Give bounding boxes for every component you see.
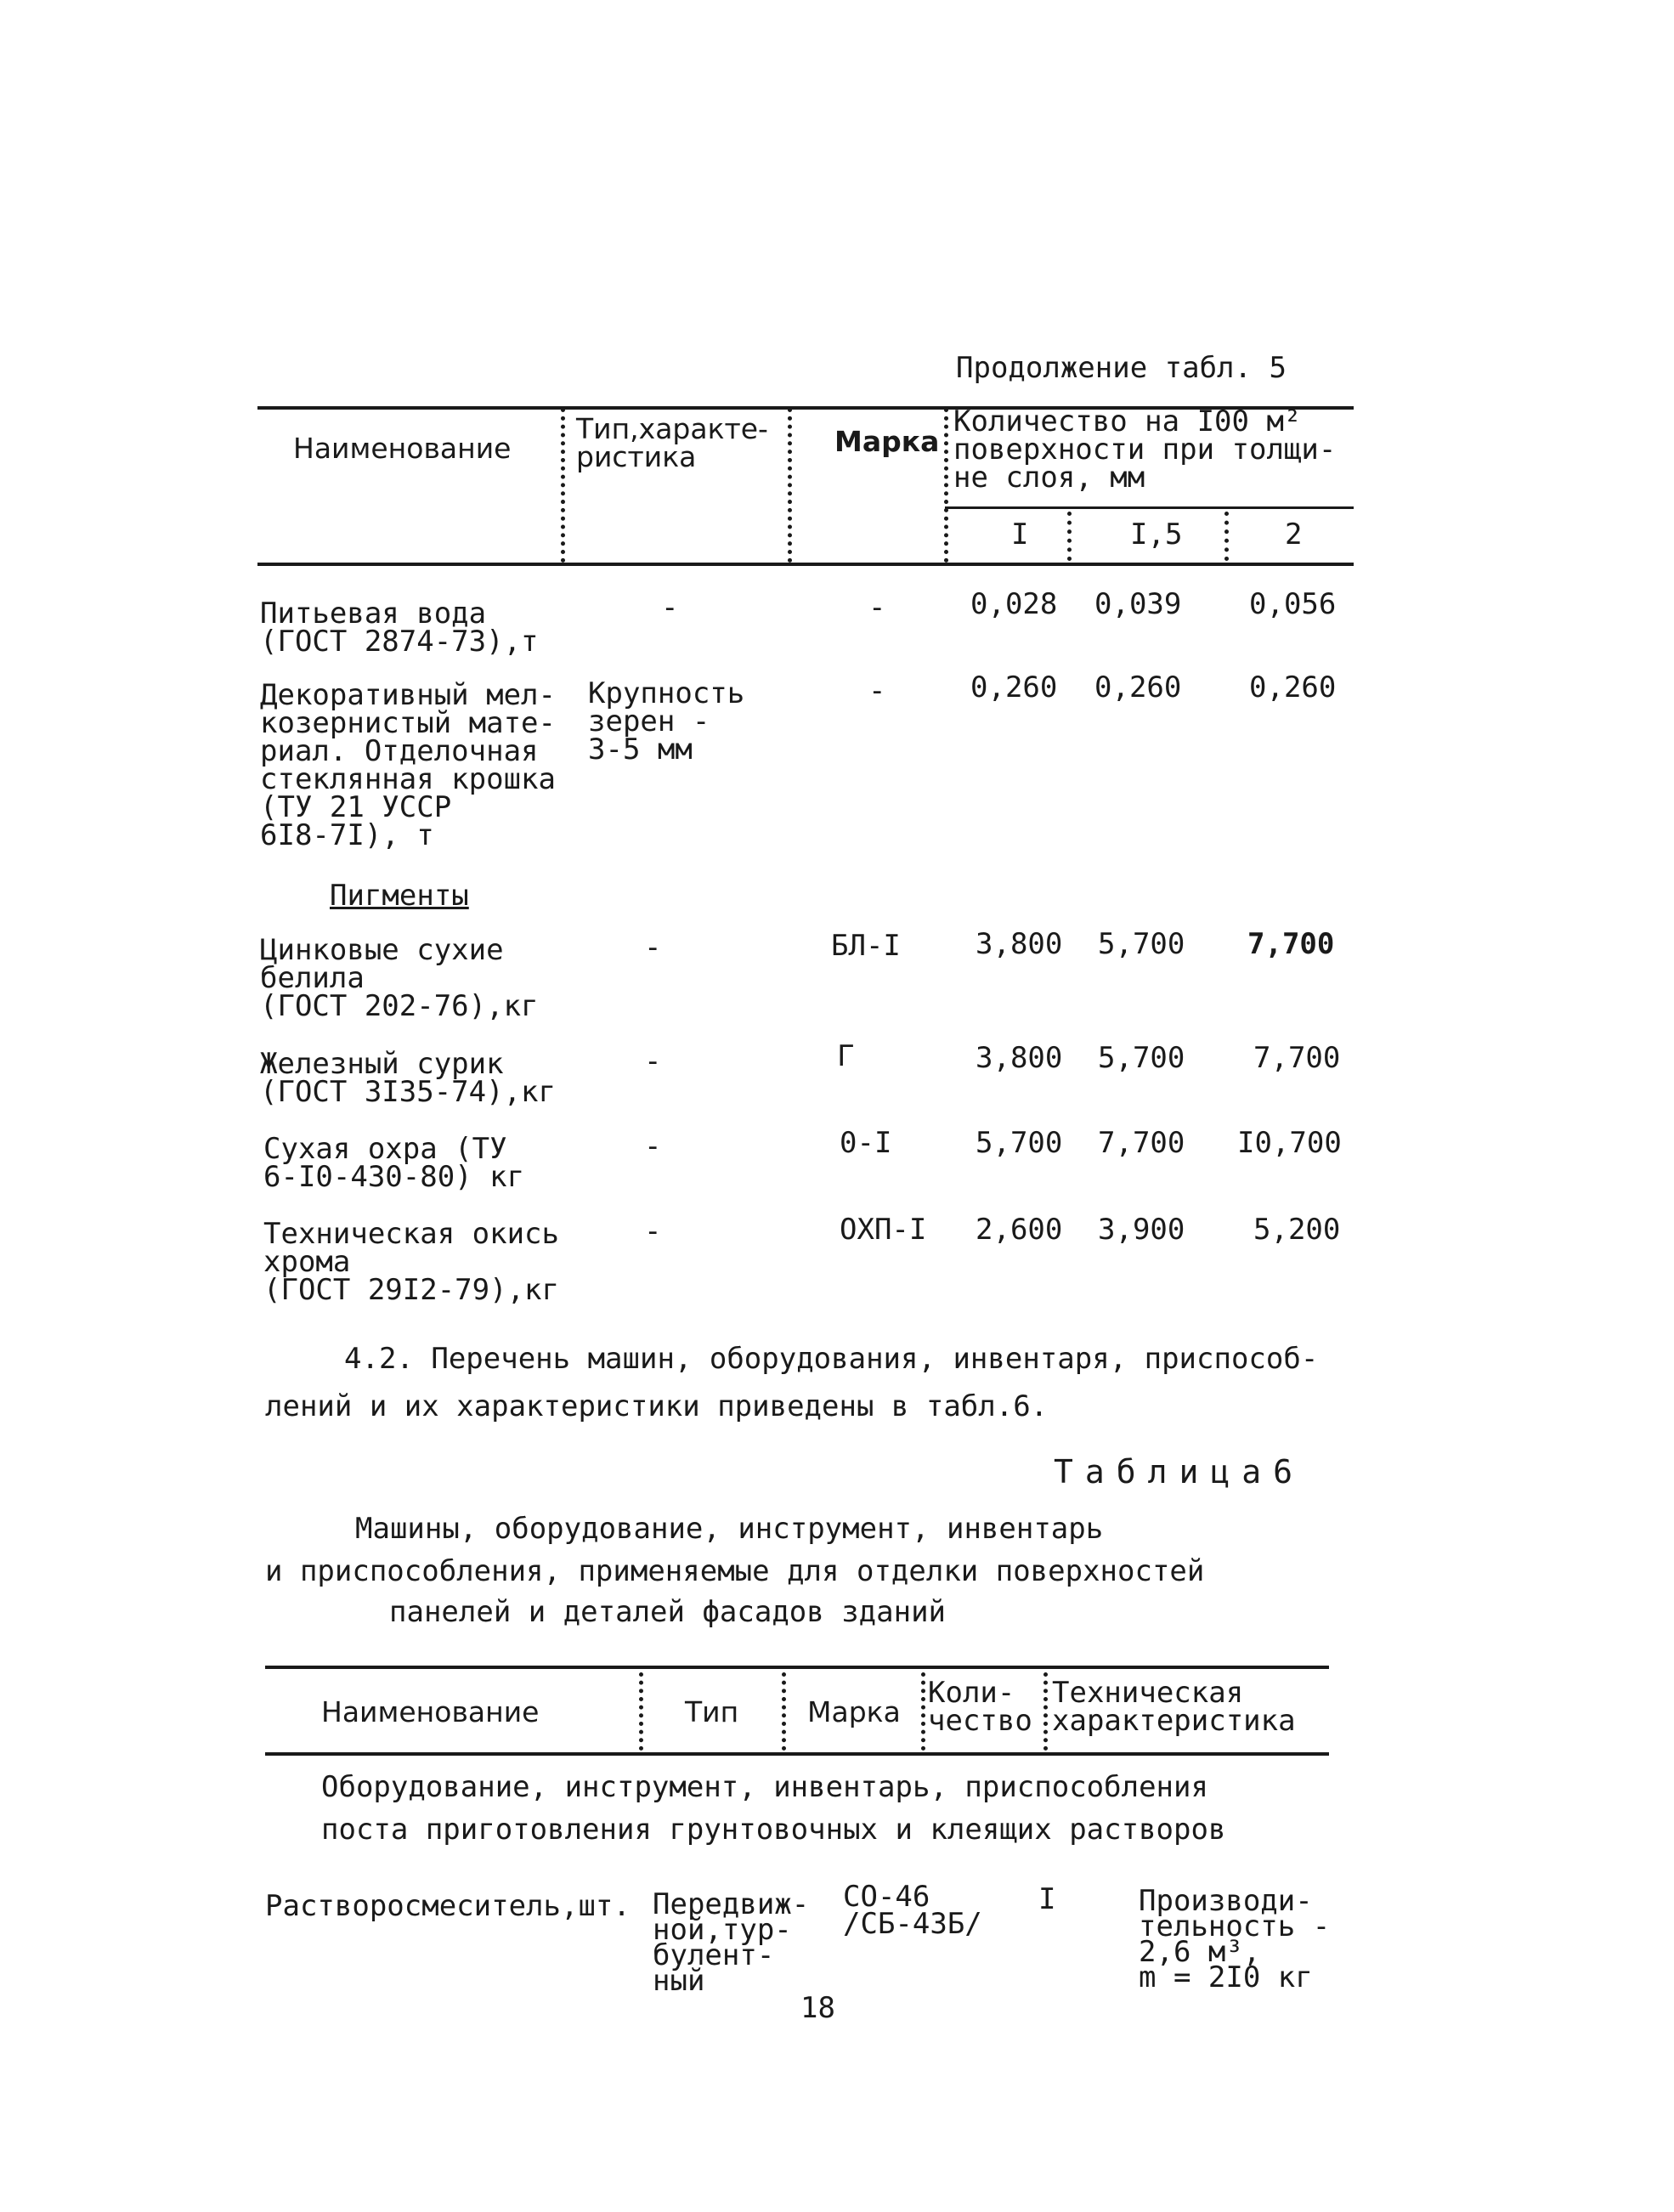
table5-row-brand: - — [868, 674, 886, 708]
continuation-label: Продолжение табл. 5 — [956, 351, 1287, 385]
table6-divider-2 — [782, 1672, 786, 1751]
table5-row-value-3: 0,056 — [1249, 587, 1337, 621]
table6-title-line-3: панелей и деталей фасадов зданий — [389, 1595, 947, 1629]
paragraph-line-2: лений и их характеристики приведены в табл.6. — [265, 1389, 1049, 1423]
table5-row-value-1: 2,600 — [976, 1213, 1063, 1247]
table6-divider-1 — [639, 1672, 643, 1751]
table6-header-brand: Марка — [807, 1695, 901, 1728]
table5-row-type: - — [644, 1214, 662, 1248]
table5-row-brand: - — [868, 591, 886, 625]
table6-section-line-2: поста приготовления грунтовочных и клеящих растворов — [321, 1813, 1226, 1847]
table6-header-type: Тип — [685, 1695, 739, 1728]
table6-row-name: Растворосмеситель,шт. — [265, 1889, 631, 1923]
table5-row-name: Техническая окись хрома (ГОСТ 29I2-79),кг — [263, 1217, 559, 1307]
table5-row-name: Железный сурик (ГОСТ 3I35-74),кг — [260, 1047, 556, 1109]
table5-row-value-1: 0,260 — [970, 670, 1058, 704]
table6-header-bottom-rule — [265, 1752, 1329, 1756]
table5-row-type: - — [644, 1129, 662, 1163]
table6-title-line-1: Машины, оборудование, инструмент, инвентарь — [355, 1512, 1104, 1546]
table5-subheader-rule — [945, 506, 1354, 509]
table5-row-value-3: 7,700 — [1253, 1041, 1341, 1075]
table5-header-name: Наименование — [293, 432, 512, 465]
table5-row-value-3: 5,200 — [1253, 1213, 1341, 1247]
table5-row-value-2: 0,260 — [1094, 670, 1182, 704]
table6-divider-3 — [921, 1672, 925, 1751]
table5-divider-2 — [788, 408, 792, 563]
table6-divider-4 — [1043, 1672, 1048, 1751]
table5-header-bottom-rule — [257, 563, 1354, 566]
table6-label: Таблица6 — [1054, 1453, 1305, 1491]
table5-row-type: - — [644, 1044, 662, 1078]
table5-section-pigments: Пигменты — [330, 879, 469, 913]
table5-row-brand: ОХП-I — [840, 1213, 927, 1247]
table5-row-value-3: 0,260 — [1249, 670, 1337, 704]
table5-row-value-1: 5,700 — [976, 1126, 1063, 1160]
table5-row-value-1: 0,028 — [970, 587, 1058, 621]
paragraph-line-1: 4.2. Перечень машин, оборудования, инвентаря, приспособ- — [344, 1342, 1319, 1376]
table5-row-value-1: 3,800 — [976, 1041, 1063, 1075]
table5-row-brand: Г — [837, 1039, 855, 1073]
table6-section-line-1: Оборудование, инструмент, инвентарь, приспособления — [321, 1770, 1208, 1804]
table6-row-brand: СО-46 /СБ-43Б/ — [843, 1880, 982, 1941]
table5-row-type: - — [661, 591, 679, 625]
page-number: 18 — [800, 1991, 835, 2025]
table5-row-value-2: 0,039 — [1094, 587, 1182, 621]
table6-header-quantity: Коли- чество — [928, 1676, 1032, 1738]
table5-divider-5 — [1224, 512, 1229, 561]
table5-row-value-2: 3,900 — [1098, 1213, 1185, 1247]
table5-divider-3 — [944, 408, 948, 563]
table5-row-value-2: 5,700 — [1098, 927, 1185, 961]
table6-row-type: Передвиж- ной,тур- булент- ный — [653, 1887, 810, 1998]
table5-divider-4 — [1067, 512, 1072, 561]
table6-row-quantity: I — [1038, 1882, 1056, 1916]
table5-row-type: - — [644, 931, 662, 965]
table5-row-value-3: 7,700 — [1247, 927, 1335, 961]
table5-row-name: Цинковые сухие белила (ГОСТ 202-76),кг — [260, 933, 539, 1023]
table5-row-value-3: I0,700 — [1237, 1126, 1342, 1160]
table5-row-value-2: 5,700 — [1098, 1041, 1185, 1075]
table6-header-name: Наименование — [321, 1695, 540, 1728]
table6-top-rule — [265, 1666, 1329, 1669]
table5-row-value-2: 7,700 — [1098, 1126, 1185, 1160]
table5-thickness-3: 2 — [1285, 518, 1303, 552]
table5-header-quantity: Количество на I00 м² поверхности при толщи- не слоя, мм — [953, 404, 1337, 495]
table5-header-type: Тип,характе- ристика — [576, 412, 768, 473]
table6-row-tech: Производи- тельность - 2,6 м³, m = 2I0 кг — [1139, 1884, 1331, 1994]
table5-row-name: Декоративный мел- козернистый мате- риал. Отделочная стеклянная крошка (ТУ 21 УССР 6I8-7I), т — [260, 678, 556, 852]
table5-row-value-1: 3,800 — [976, 927, 1063, 961]
table5-row-brand: 0-I — [840, 1126, 892, 1160]
table6-title-line-2: и приспособления, применяемые для отделки поверхностей — [265, 1554, 1205, 1588]
table5-row-type: Крупность зерен - 3-5 мм — [588, 676, 745, 767]
table5-header-brand: Марка — [834, 425, 940, 458]
table5-row-name: Сухая охра (ТУ 6-I0-430-80) кг — [263, 1132, 525, 1194]
table5-row-name: Питьевая вода (ГОСТ 2874-73),т — [260, 597, 539, 659]
table5-row-brand: БЛ-I — [831, 929, 901, 963]
table6-header-tech: Техническая характеристика — [1052, 1676, 1296, 1738]
table5-divider-1 — [561, 408, 565, 563]
table5-thickness-2: I,5 — [1130, 518, 1183, 552]
table5-thickness-1: I — [1011, 518, 1029, 552]
